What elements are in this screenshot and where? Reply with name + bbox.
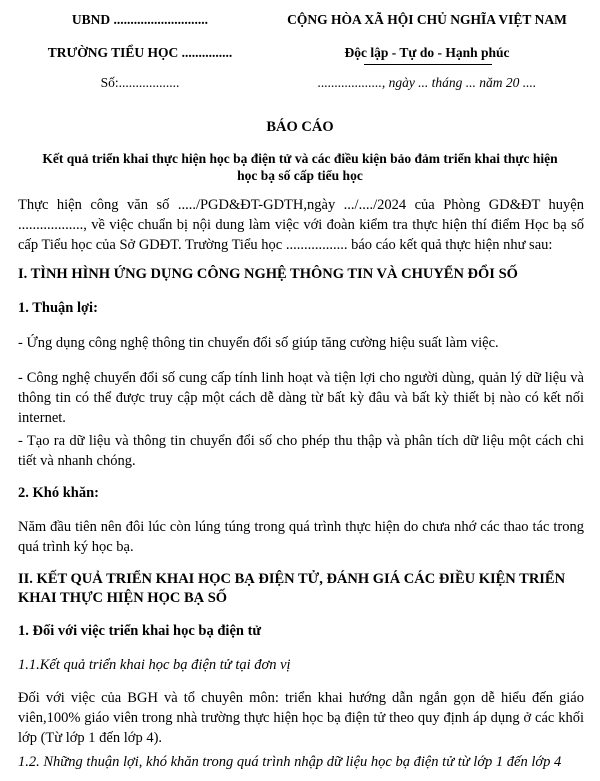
subtitle-line2: học bạ số cấp tiểu học — [237, 168, 363, 183]
advantage-item: - Tạo ra dữ liệu và thông tin chuyển đổi số cho phép thu thập và phân tích dữ liệu một cách chi tiết và nhanh chóng. — [18, 433, 584, 469]
section1-sub1-heading: 1. Thuận lợi: — [18, 300, 98, 316]
section2-sub1-1-paragraph: Đối với việc của BGH và tổ chuyên môn: triển khai hướng dẫn ngắn gọn dễ hiểu đến giáo viên,100% giáo viên trong nhà trường thực hiện học bạ điện tử theo quy định áp dụng ở các khối lớp (Từ lớp 1 đến lớp 4). — [18, 690, 584, 746]
header-motto: Độc lập - Tự do - Hạnh phúc — [344, 45, 510, 60]
section1-sub2-heading: 2. Khó khăn: — [18, 485, 99, 501]
intro-paragraph: Thực hiện công văn số ...../PGD&ĐT-GDTH,ngày .../..../2024 của Phòng GD&ĐT huyện .................., về việc chuẩn bị nội dung làm việc với đoàn kiểm tra thực hiện thí điểm Học bạ số cấp Tiểu học của Sở GDĐT. Trường Tiểu học ................. báo cáo kết quả thực hiện như sau: — [18, 197, 584, 253]
document-number: Số:.................. — [100, 75, 180, 90]
header-left-line1: UBND ............................ — [71, 12, 209, 27]
page-title: BÁO CÁO — [266, 119, 334, 135]
header-school-name: TRƯỜNG TIỂU HỌC ............... — [47, 45, 233, 60]
motto-underline — [364, 64, 492, 65]
section2-heading: II. KẾT QUẢ TRIỂN KHAI HỌC BẠ ĐIỆN TỬ, ĐÁNH GIÁ CÁC ĐIỀU KIỆN TRIỂN KHAI THỰC HIỆN HỌC BẠ SỐ — [18, 571, 566, 606]
section2-sub1-heading: 1. Đối với việc triển khai học bạ điện tử — [18, 623, 262, 639]
section1-heading: I. TÌNH HÌNH ỨNG DỤNG CÔNG NGHỆ THÔNG TIN VÀ CHUYỂN ĐỔI SỐ — [18, 266, 518, 282]
section2-sub1-2-heading: 1.2. Những thuận lợi, khó khăn trong quá trình nhập dữ liệu học bạ điện tử từ lớp 1 đến lớp 4 — [18, 754, 562, 770]
section2-sub1-1-heading: 1.1.Kết quả triển khai học bạ điện tử tại đơn vị — [18, 657, 291, 673]
advantage-item: - Công nghệ chuyển đổi số cung cấp tính linh hoạt và tiện lợi cho người dùng, quản lý dữ liệu và thông tin có thể được truy cập một cách dễ dàng từ bất kỳ đâu và bất kỳ thiết bị nào có kết nối internet. — [18, 370, 584, 426]
advantage-item: - Ứng dụng công nghệ thông tin chuyển đổi số giúp tăng cường hiệu suất làm việc. — [18, 335, 499, 351]
document-date: ..................., ngày ... tháng ... năm 20 .... — [317, 75, 537, 90]
header-national-title: CỘNG HÒA XÃ HỘI CHỦ NGHĨA VIỆT NAM — [287, 12, 567, 27]
difficulty-paragraph: Năm đầu tiên nên đôi lúc còn lúng túng trong quá trình thực hiện do chưa nhớ các thao tác trong quá trình ký học bạ. — [18, 519, 584, 555]
subtitle-line1: Kết quả triển khai thực hiện học bạ điện tử và các điều kiện bảo đảm triển khai thực hiện — [42, 151, 558, 166]
